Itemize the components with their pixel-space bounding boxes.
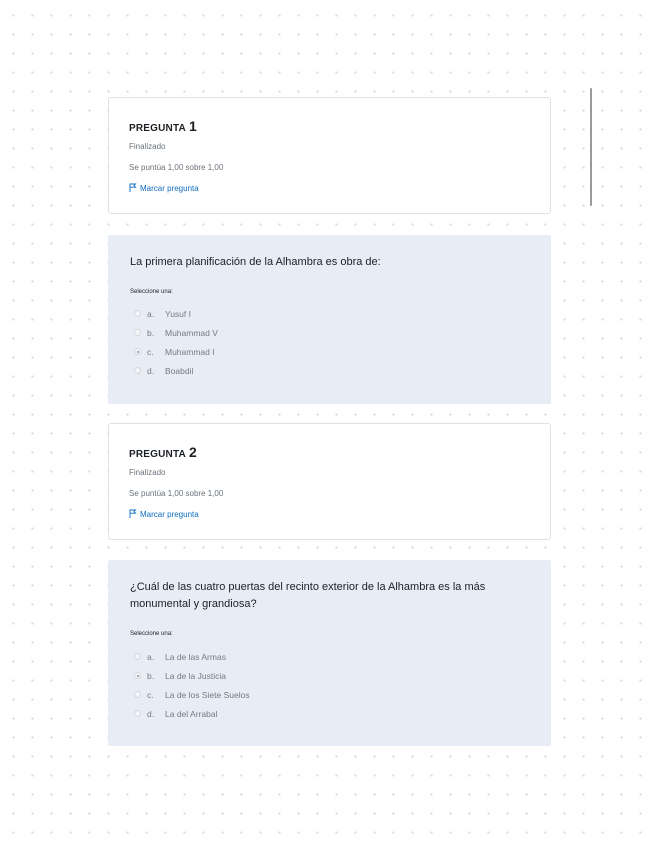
option-letter: b.	[147, 670, 155, 681]
answer-option-d[interactable]	[134, 704, 250, 723]
scrollbar-thumb[interactable]	[590, 88, 592, 206]
option-text: Muhammad I	[165, 346, 215, 357]
option-text: La del Arrabal	[165, 708, 218, 719]
radio-icon[interactable]	[134, 367, 141, 374]
flag-question-label[interactable]: Marcar pregunta	[140, 510, 199, 519]
option-letter: d.	[147, 365, 155, 376]
radio-icon[interactable]	[134, 672, 141, 679]
question-state: Finalizado	[129, 142, 166, 151]
question-grade: Se puntúa 1,00 sobre 1,00	[129, 489, 224, 498]
flag-question-link[interactable]	[129, 183, 199, 193]
option-letter: c.	[147, 689, 154, 700]
question-state: Finalizado	[129, 468, 166, 477]
flag-question-label[interactable]: Marcar pregunta	[140, 184, 199, 193]
radio-icon[interactable]	[134, 348, 141, 355]
question-content	[108, 235, 551, 404]
option-letter: a.	[147, 651, 155, 662]
question-label: PREGUNTA	[129, 449, 186, 460]
question-content	[108, 560, 551, 746]
answer-option-c[interactable]	[134, 685, 250, 704]
answer-option-b[interactable]	[134, 323, 218, 342]
question-title	[129, 118, 197, 136]
option-text: Yusuf I	[165, 308, 191, 319]
question-number: 1	[188, 118, 197, 134]
question-title	[129, 444, 197, 462]
option-letter: c.	[147, 346, 154, 357]
option-text: La de la Justicia	[165, 670, 226, 681]
question-grade: Se puntúa 1,00 sobre 1,00	[129, 163, 224, 172]
radio-icon[interactable]	[134, 710, 141, 717]
radio-icon[interactable]	[134, 329, 141, 336]
flag-question-link[interactable]	[129, 509, 199, 519]
option-letter: a.	[147, 308, 155, 319]
option-text: Boabdil	[165, 365, 194, 376]
question-info-card	[108, 97, 551, 214]
radio-icon[interactable]	[134, 653, 141, 660]
option-text: Muhammad V	[165, 327, 218, 338]
question-label: PREGUNTA	[129, 123, 186, 134]
option-letter: d.	[147, 708, 155, 719]
flag-icon	[129, 183, 137, 192]
question-number: 2	[188, 444, 197, 460]
radio-icon[interactable]	[134, 310, 141, 317]
option-letter: b.	[147, 327, 155, 338]
answer-option-b[interactable]	[134, 666, 250, 685]
question-info-card	[108, 423, 551, 540]
answer-prompt: Seleccione una:	[130, 631, 173, 637]
option-text: La de los Siete Suelos	[165, 689, 250, 700]
answer-options	[134, 304, 218, 380]
question-text: ¿Cuál de las cuatro puertas del recinto exterior de la Alhambra es la más monumental y grandiosa?	[130, 581, 486, 610]
option-text: La de las Armas	[165, 651, 226, 662]
radio-icon[interactable]	[134, 691, 141, 698]
question-text: La primera planificación de la Alhambra es obra de:	[130, 256, 381, 268]
flag-icon	[129, 509, 137, 518]
answer-prompt: Seleccione una:	[130, 289, 173, 295]
answer-option-a[interactable]	[134, 647, 250, 666]
answer-option-a[interactable]	[134, 304, 218, 323]
answer-option-d[interactable]	[134, 361, 218, 380]
answer-option-c[interactable]	[134, 342, 218, 361]
answer-options	[134, 647, 250, 723]
